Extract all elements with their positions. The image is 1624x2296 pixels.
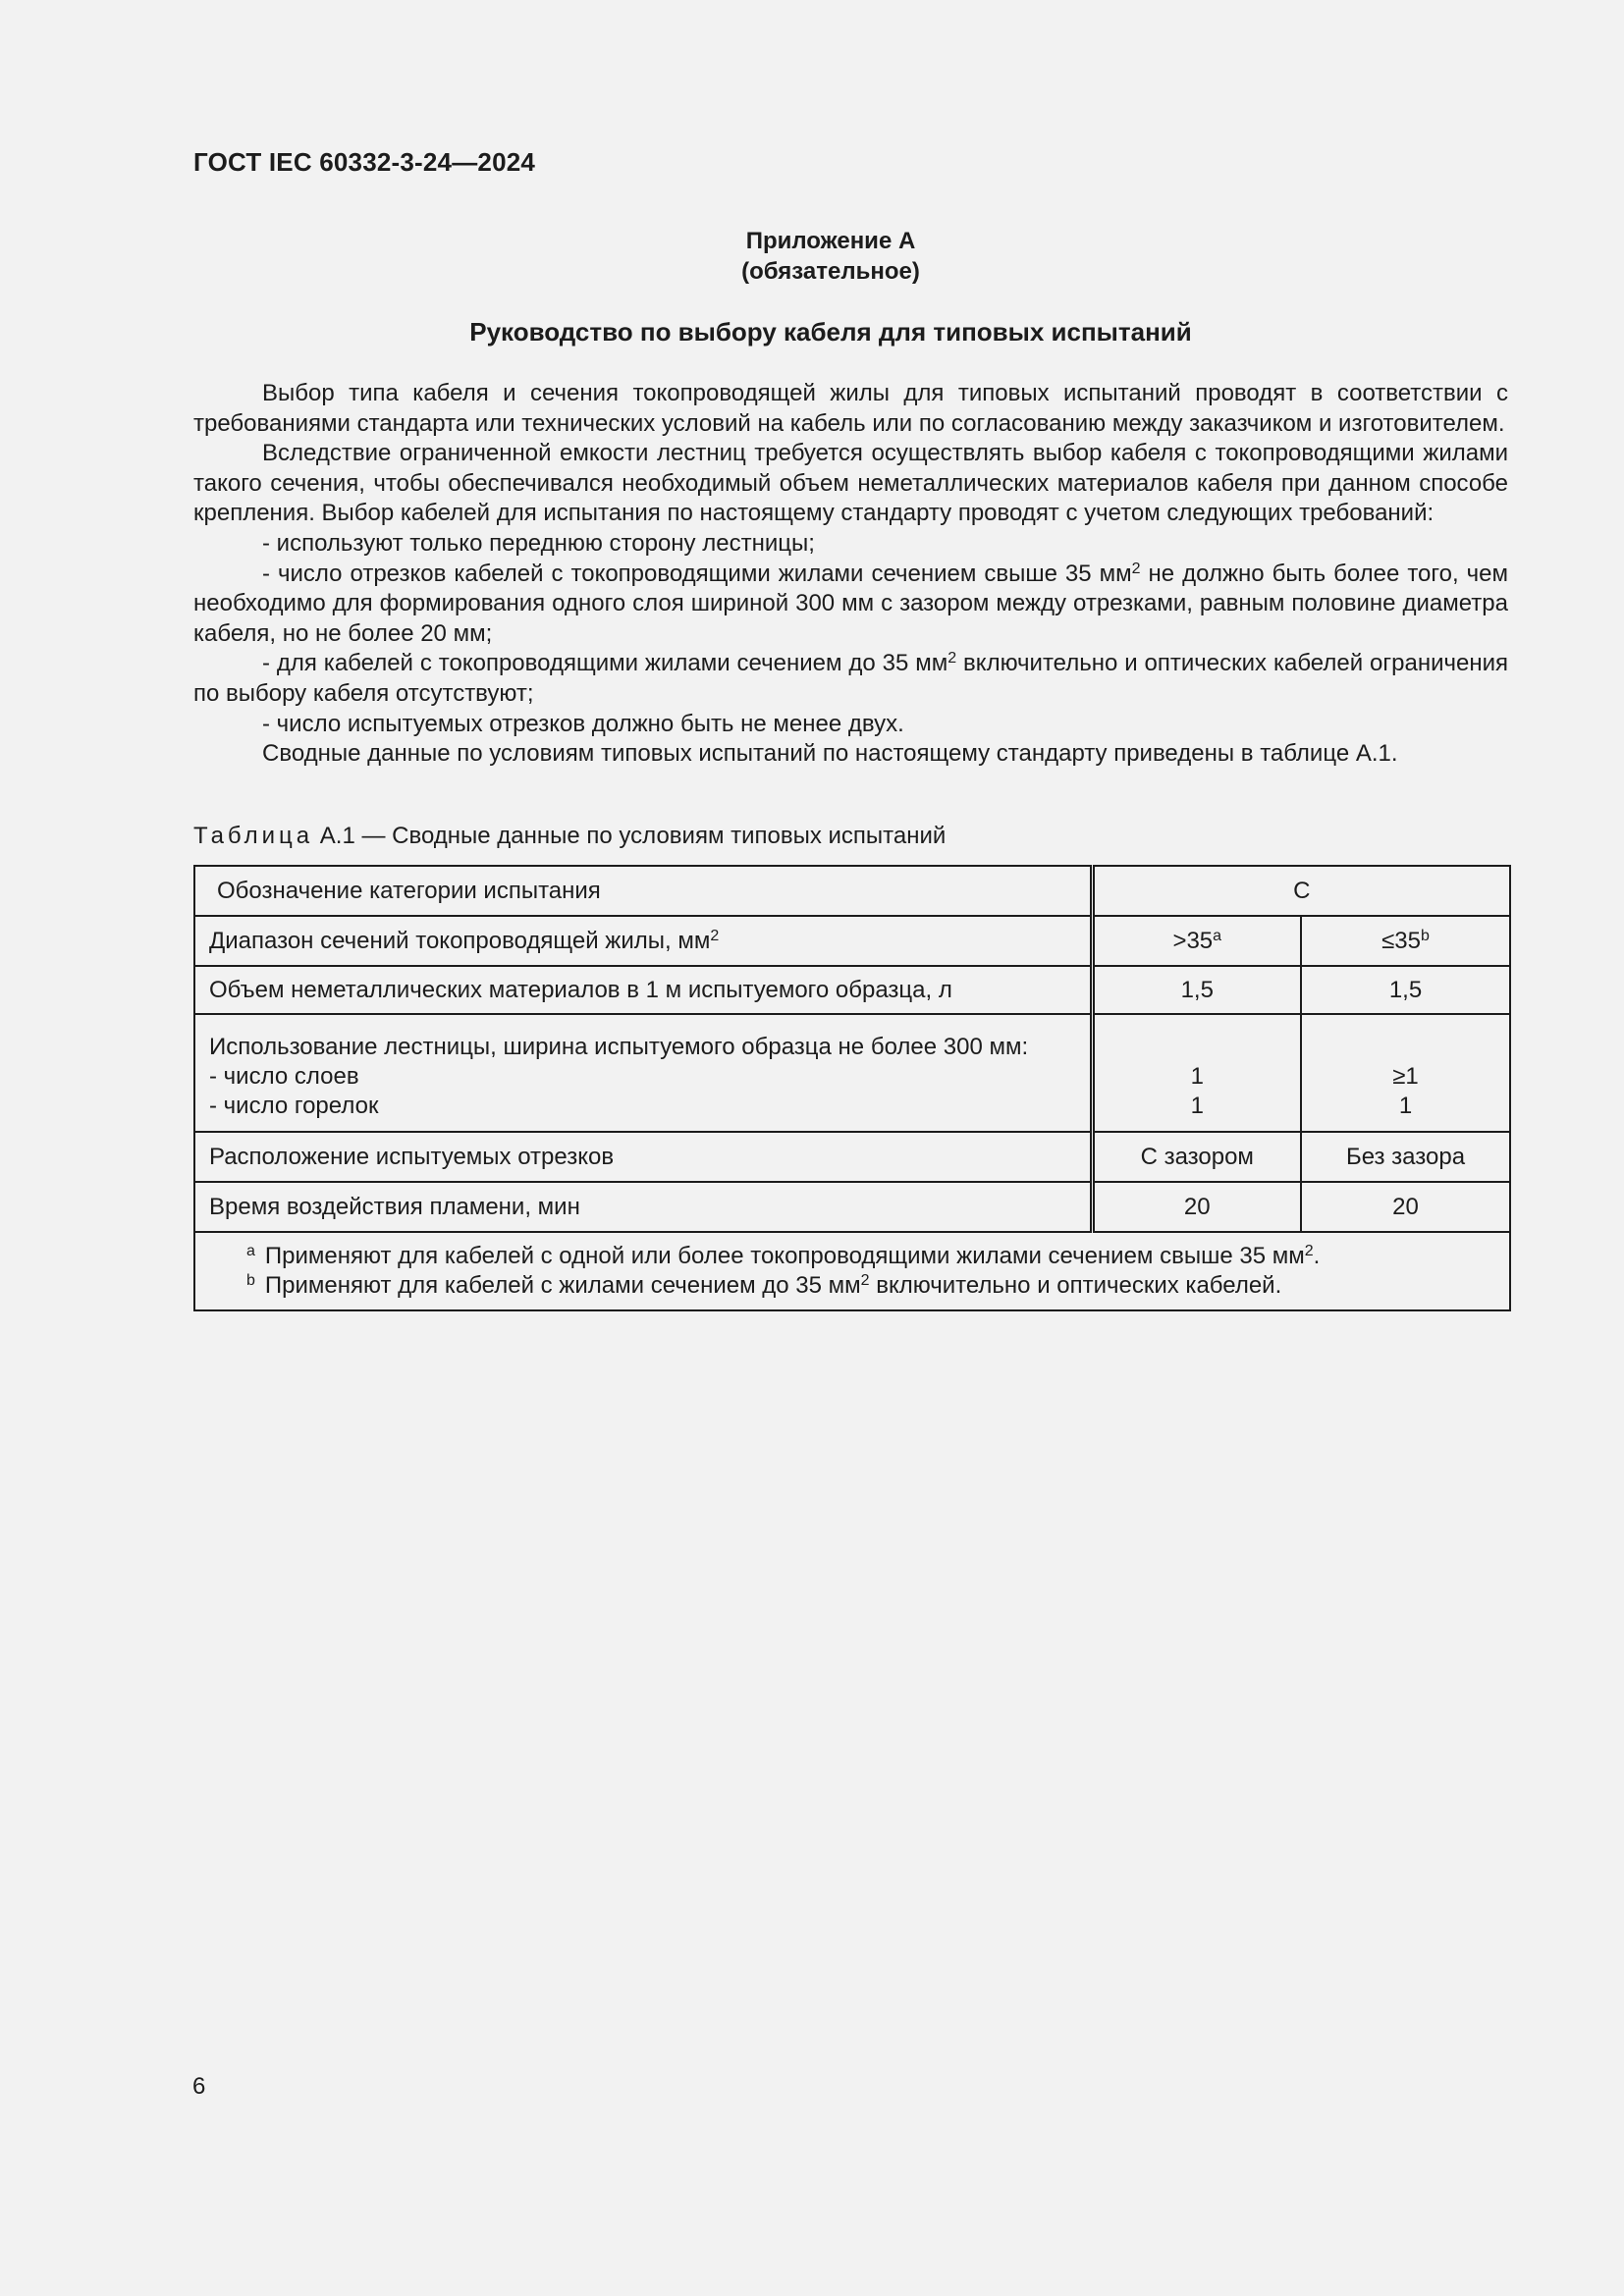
table-cell-label: Объем неметаллических материалов в 1 м испытуемого образца, л xyxy=(194,966,1092,1014)
table-row xyxy=(194,1014,1510,1132)
table-row xyxy=(194,966,1510,1014)
list-item: - используют только переднюю сторону лестницы; xyxy=(262,529,815,557)
cell-text: - число слоев xyxy=(209,1063,359,1090)
appendix-status: (обязательное) xyxy=(741,258,920,285)
cell-text: Использование лестницы, ширина испытуемого образца не более 300 мм: xyxy=(209,1034,1029,1060)
table-row xyxy=(194,916,1510,966)
table-cell-label: Время воздействия пламени, мин xyxy=(194,1182,1092,1232)
table-row xyxy=(194,1182,1510,1232)
superscript: 2 xyxy=(860,1272,870,1289)
cell-text: - число горелок xyxy=(209,1093,379,1119)
table-cell-value: 1,5 xyxy=(1092,966,1301,1014)
superscript: 2 xyxy=(1304,1243,1314,1259)
table-cell-value xyxy=(1301,916,1510,966)
cell-text: >35 xyxy=(1172,927,1214,954)
paragraph: Выбор типа кабеля и сечения токопроводящей жилы для типовых испытаний проводят в соответствии с требованиями стандарта или технических условий на кабель или по согласованию между заказчиком и изготовителем. xyxy=(193,380,1508,437)
footnote-ref: a xyxy=(1213,927,1222,944)
table-caption-text: А.1 — Сводные данные по условиям типовых испытаний xyxy=(319,823,947,849)
table-caption-label: Таблица xyxy=(193,823,314,849)
cell-text: 1 xyxy=(1190,1093,1204,1119)
table-cell-value: С зазором xyxy=(1092,1132,1301,1182)
footnote-text: Применяют для кабелей с одной или более токопроводящими жилами сечением свыше 35 мм xyxy=(264,1243,1305,1269)
superscript: 2 xyxy=(710,927,720,944)
table-footnote-row xyxy=(194,1232,1510,1310)
superscript: 2 xyxy=(947,650,957,667)
table-cell-value: Без зазора xyxy=(1301,1132,1510,1182)
table-caption xyxy=(193,823,946,850)
table-cell-value: 1,5 xyxy=(1301,966,1510,1014)
table-cell-value: 20 xyxy=(1301,1182,1510,1232)
table-cell-value: 20 xyxy=(1092,1182,1301,1232)
page-number: 6 xyxy=(192,2073,206,2100)
footnote-ref: b xyxy=(1420,927,1430,944)
footnote-mark: a xyxy=(246,1243,255,1259)
table-row xyxy=(194,1132,1510,1182)
footnote-mark: b xyxy=(246,1272,255,1289)
table-cell-label: Обозначение категории испытания xyxy=(194,866,1092,916)
footnote xyxy=(246,1242,1509,1271)
paragraph: Вследствие ограниченной емкости лестниц требуется осуществлять выбор кабеля с токопроводящими жилами такого сечения, чтобы обеспечивался необходимый объем неметаллических материалов кабеля при данном способе крепления. Выбор кабелей для испытания по настоящему стандарту проводят с учетом следующих требований: xyxy=(193,440,1508,527)
list-item xyxy=(193,560,1508,650)
cell-text: 1 xyxy=(1398,1093,1413,1119)
section-title xyxy=(0,317,1624,347)
list-item-text: - число отрезков кабелей с токопроводящими жилами сечением свыше 35 мм xyxy=(262,560,1132,587)
list-item-text: - для кабелей с токопроводящими жилами сечением до 35 мм xyxy=(262,650,948,677)
list-item-text: включительно и оптических кабелей ограничения по выбору кабеля отсутствуют; xyxy=(193,650,1508,707)
footnote-text: включительно и оптических кабелей. xyxy=(869,1272,1282,1299)
table-cell-value: C xyxy=(1092,866,1510,916)
cell-text: ≥1 xyxy=(1392,1063,1419,1090)
table-cell-label: Расположение испытуемых отрезков xyxy=(194,1132,1092,1182)
paragraph: Сводные данные по условиям типовых испытаний по настоящему стандарту приведены в таблице А.1. xyxy=(262,740,1398,768)
list-item xyxy=(193,649,1508,709)
table-cell-value xyxy=(1092,1014,1301,1132)
appendix-heading xyxy=(0,226,1624,287)
superscript: 2 xyxy=(1131,560,1141,577)
cell-text: ≤35 xyxy=(1381,927,1421,954)
table-cell-value xyxy=(1301,1014,1510,1132)
list-item: - число испытуемых отрезков должно быть не менее двух. xyxy=(262,710,904,737)
appendix-title: Приложение А xyxy=(745,228,916,254)
section-title-text: Руководство по выбору кабеля для типовых испытаний xyxy=(469,317,1192,347)
cell-text: 1 xyxy=(1190,1063,1204,1090)
footnote-text: Применяют для кабелей с жилами сечением до 35 мм xyxy=(264,1272,861,1299)
table-cell-value xyxy=(1092,916,1301,966)
table-cell-label xyxy=(194,916,1092,966)
document-code: ГОСТ IEC 60332-3-24—2024 xyxy=(193,147,536,177)
body-text xyxy=(193,379,1508,770)
summary-table xyxy=(193,865,1511,1311)
cell-text: Диапазон сечений токопроводящей жилы, мм xyxy=(209,927,711,954)
table-footnotes xyxy=(194,1232,1510,1310)
footnote-text: . xyxy=(1313,1243,1321,1269)
table-cell-label xyxy=(194,1014,1092,1132)
table-row xyxy=(194,866,1510,916)
footnote xyxy=(246,1271,1509,1301)
list-item-text: не должно быть более того, чем необходимо для формирования одного слоя шириной 300 мм с зазором между отрезками, равным половине диаметра кабеля, но не более 20 мм; xyxy=(193,560,1508,647)
